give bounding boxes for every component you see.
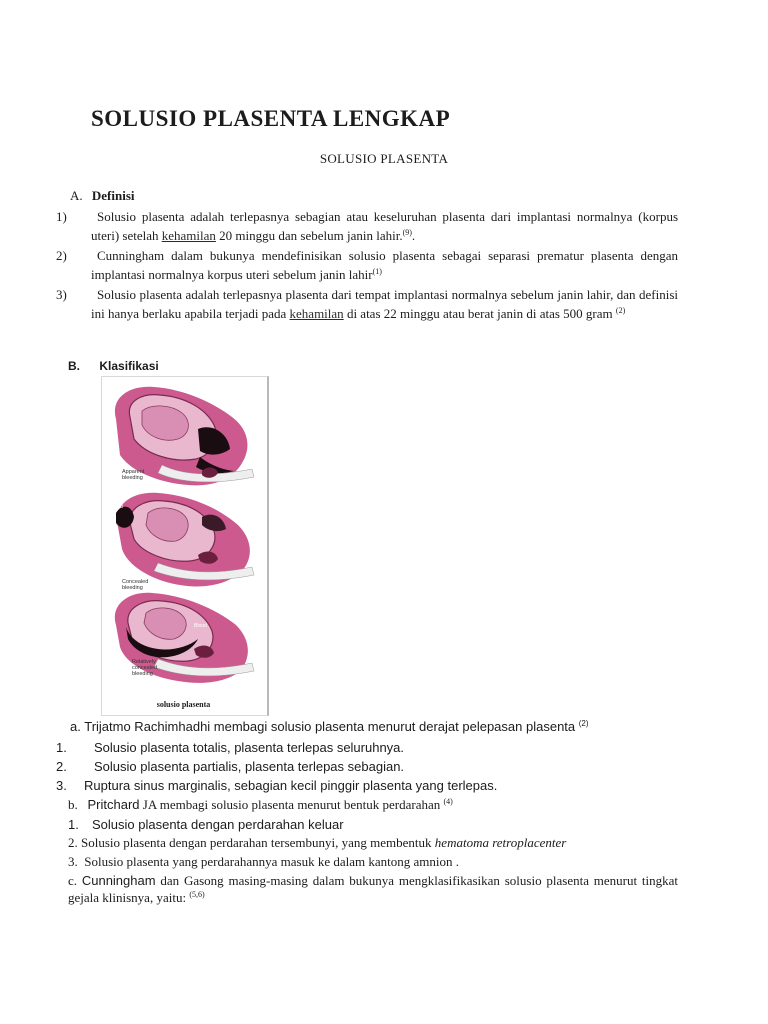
svg-text:bleeding: bleeding	[132, 671, 153, 677]
definition-1-number: 1)	[56, 209, 67, 224]
kehamilan-link[interactable]: kehamilan	[289, 306, 344, 321]
figure-label-3: Relatively	[132, 659, 156, 665]
class-a-item-1: Solusio plasenta totalis, plasenta terlepas seluruhnya.	[94, 740, 405, 755]
uterus-illustrations	[102, 377, 267, 715]
figure-blood-label-2: Blood	[194, 623, 207, 629]
svg-text:bleeding: bleeding	[122, 475, 143, 481]
kehamilan-link[interactable]: kehamilan	[161, 228, 216, 243]
section-b-label: Klasifikasi	[99, 359, 159, 373]
class-a-item-3: Ruptura sinus marginalis, sebagian kecil pinggir plasenta yang terlepas.	[84, 778, 498, 793]
definition-2-number: 2)	[56, 248, 67, 263]
class-a-intro: a. Trijatmo Rachimhadhi membagi solusio plasenta menurut derajat pelepasan plasenta $^{(2)}$	[70, 719, 589, 734]
section-title: SOLUSIO PLASENTA	[319, 151, 449, 166]
class-b-item-2: 2. Solusio plasenta dengan perdarahan tersembunyi, yang membentuk hematoma retroplacenter	[68, 835, 567, 850]
svg-text:bleeding: bleeding	[122, 585, 143, 591]
class-a-item-1-number: 1.	[56, 740, 67, 755]
definition-2: Cunningham dalam bukunya mendefinisikan solusio plasenta sebagai separasi prematur plasenta dengan implantasi normalnya korpus uteri sebelum janin lahir$^{(1)}$	[91, 248, 678, 282]
figure-label-2: Concealed	[122, 579, 149, 585]
placental-abruption-figure	[101, 376, 269, 716]
class-b-item-1-number: 1.	[68, 817, 79, 832]
class-b-intro: b. Pritchard JA membagi solusio plasenta menurut bentuk perdarahan $^{(4)}$	[68, 797, 453, 812]
section-a-letter: A.	[70, 188, 83, 203]
section-b-letter: B.	[68, 359, 80, 373]
definition-3: Solusio plasenta adalah terlepasnya plasenta dari tempat implantasi normalnya sebelum janin lahir, dan definisi ini hanya berlaku apabila terjadi pada kehamilan di atas 22 minggu atau berat janin di atas 500 gram $^{(2)}$	[91, 287, 678, 321]
definition-3-number: 3)	[56, 287, 67, 302]
figure-blood-label-1: Blood	[110, 504, 123, 510]
class-c-intro: c. Cunningham dan Gasong masing-masing dalam bukunya mengklasifikasikan solusio plasenta menurut tingkat gejala klinisnya, yaitu: $^{(5,6)}$	[68, 873, 679, 905]
page-title: SOLUSIO PLASENTA LENGKAP	[91, 106, 451, 131]
section-a-label: Definisi	[91, 188, 135, 203]
section-b-heading	[68, 359, 159, 373]
section-a-heading	[70, 188, 135, 204]
class-b-item-3: 3. Solusio plasenta yang perdarahannya masuk ke dalam kantong amnion .	[68, 854, 459, 869]
class-a-item-3-number: 3.	[56, 778, 67, 793]
concealed-bleeding-diagram	[116, 493, 254, 587]
figure-label-1: Apparent	[122, 469, 145, 475]
figure-caption: solusio plasenta	[156, 700, 211, 709]
class-b-item-1: Solusio plasenta dengan perdarahan keluar	[92, 817, 344, 832]
class-a-item-2: Solusio plasenta partialis, plasenta terlepas sebagian.	[94, 759, 405, 774]
class-a-item-2-number: 2.	[56, 759, 67, 774]
definition-1: Solusio plasenta adalah terlepasnya sebagian atau keseluruhan plasenta dari implantasi normalnya (korpus uteri) setelah kehamilan 20 minggu dan sebelum janin lahir.$^{(9)}$.	[91, 209, 678, 243]
svg-text:concealed: concealed	[132, 665, 158, 671]
